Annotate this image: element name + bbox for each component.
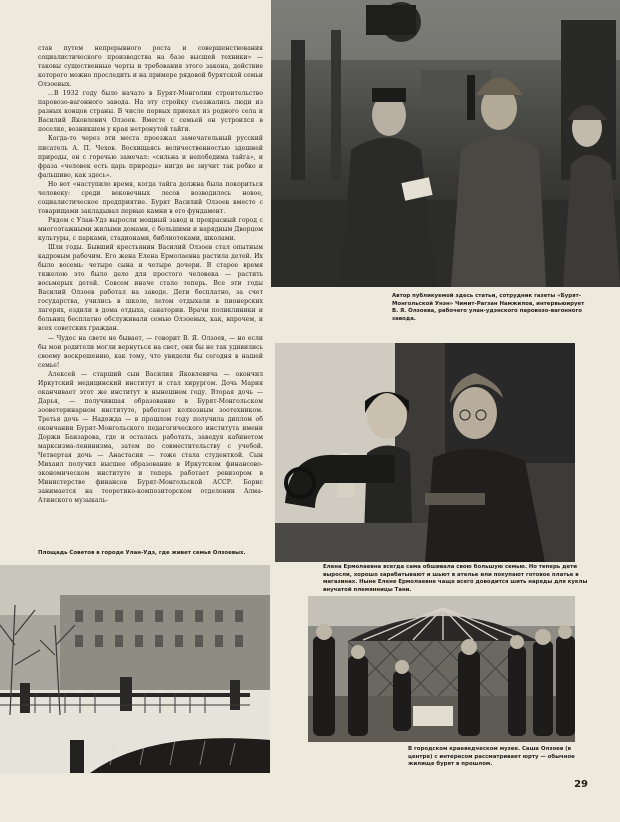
photo-caption-square: Площадь Советов в городе Улан-Удэ, где живет семья Олзоевых. xyxy=(38,550,246,556)
photo-interview-factory xyxy=(271,0,620,287)
photo-museum-yurt xyxy=(308,596,575,742)
photo-sewing xyxy=(275,343,575,562)
article-text-column xyxy=(38,44,263,540)
article-paragraph: Когда-то через эти места проезжал замечательный русский писатель А. П. Чехов. Восхищаясь величественностью здешней природы, он с горечью замечал: «сильна и непобедима тайга», и фраза «человек есть царь природы» нигде не звучит так робко и фальшиво, как здесь». xyxy=(38,135,263,179)
photo-caption-interview: Автор публикуемой здесь статьи, сотрудник газеты «Бурят-Монгольской Унэн» Чимит-Рагзан Намжилов, интервьюирует В. Я. Олзоева, рабочего улан-удэнского паровозо-вагонного завода. xyxy=(392,293,585,322)
article-paragraph: Рядом с Улан-Удэ выросли мощный завод и прекрасный город с многоэтажными жилыми домами, с большими и нарядным Дворцом культуры, с парками, стадионами, библиотеками, школами. xyxy=(38,216,263,242)
page-number: 29 xyxy=(574,779,588,790)
photo-caption-sewing: Елена Ермолаевна всегда сама обшивала свою большую семью. Но теперь дети выросли, хорошо зарабатывают и шьют в ателье или покупают готовое платье в магазинах. Ныне Елене Ермолаевне чаще всего доводится шить наряды для куклы внучатой племянницы Тани. xyxy=(323,564,588,593)
article-paragraph: Но вот «наступило время, когда тайга должна была покориться человеку: среди вековечных лесов возводилось новое, социалистическое предприятие. Бурят Василий Олзоев вместе с товарищами закладывал первые камни в его фундамент. xyxy=(38,180,263,215)
photo-caption-museum: В городском краеведческом музее. Саша Олзоев (в центре) с интересом рассматривает юрту — обычное жилище бурят в прошлом. xyxy=(408,746,575,768)
article-paragraph: став путем непрерывного роста и совершенствования социалистического производства на базе высшей техники» — таковы существенные черты и требования этого закона, действие которого можно проследить и на примере рядовой бурятской семьи Олзоевых. xyxy=(38,45,263,89)
article-paragraph: Алексей — старший сын Василия Яковлевича — окончил Иркутский медицинский институт и стал хирургом. Дочь Мария оканчивает этот же институт в нынешнем году. Вторая дочь — Дарья, — получившая образование в Бурят-Монгольском зооветеринарном институте, работает колхозным зоотехником. Третья дочь — Надежда — в прошлом году получила диплом об окончании Бурят-Монгольского педагогического института имени Доржи Банзарова, где и осталась работать, заведуя кабинетом марксизма-ленинизма, затем по совместительству с учебой. Четвертая дочь — Анастасия — тоже стала студенткой. Сын Михаил получил высшее образование в Иркутском финансово-экономическом институте и теперь работает ревизором в Министерстве финансов Бурят-Монгольской АССР. Борис занимается на теоретико-композиторском отделении Алма-Атинского музыкаль- xyxy=(38,370,263,505)
photo-winter-square xyxy=(0,565,270,773)
article-paragraph: ...В 1932 году было начато в Бурят-Монголии строительство паровозо-вагонного завода. На эту стройку съезжались люди из разных концов страны. В числе первых приехал из родного села и Василий Яковлевич Олзоев. Вместе с семьей он устроился в поселке, возникшем у края нетронутой тайги. xyxy=(38,90,263,134)
article-paragraph: Шли годы. Бывший крестьянин Василий Олзоев стал опытным кадровым рабочим. Его жена Елена Ермолаевна растила детей. Их было восемь: четыре сына и четыре дочери. В старое время тяжелою это было дело для простого человека — растить восьмерых детей. Совсем иначе стало теперь. Все эти годы Василий Олзоев работал на заводе. Дети бесплатно, за счет государства, учились в школе, летом отдыхали в пионерских лагерях, ездили в дома отдыха, санатории. Врачи поликлиники и больниц бесплатно обслуживали семью Олзоевых, как, впрочем, и всех советских граждан. xyxy=(38,244,263,333)
article-paragraph: — Чудес на свете не бывает, — говорит В. Я. Олзоев, — но если бы мои родители могли вернуться на свет, они бы не так удивились своему воскрешению, как тому, что увидели бы сегодня в нашей семье! xyxy=(38,334,263,369)
